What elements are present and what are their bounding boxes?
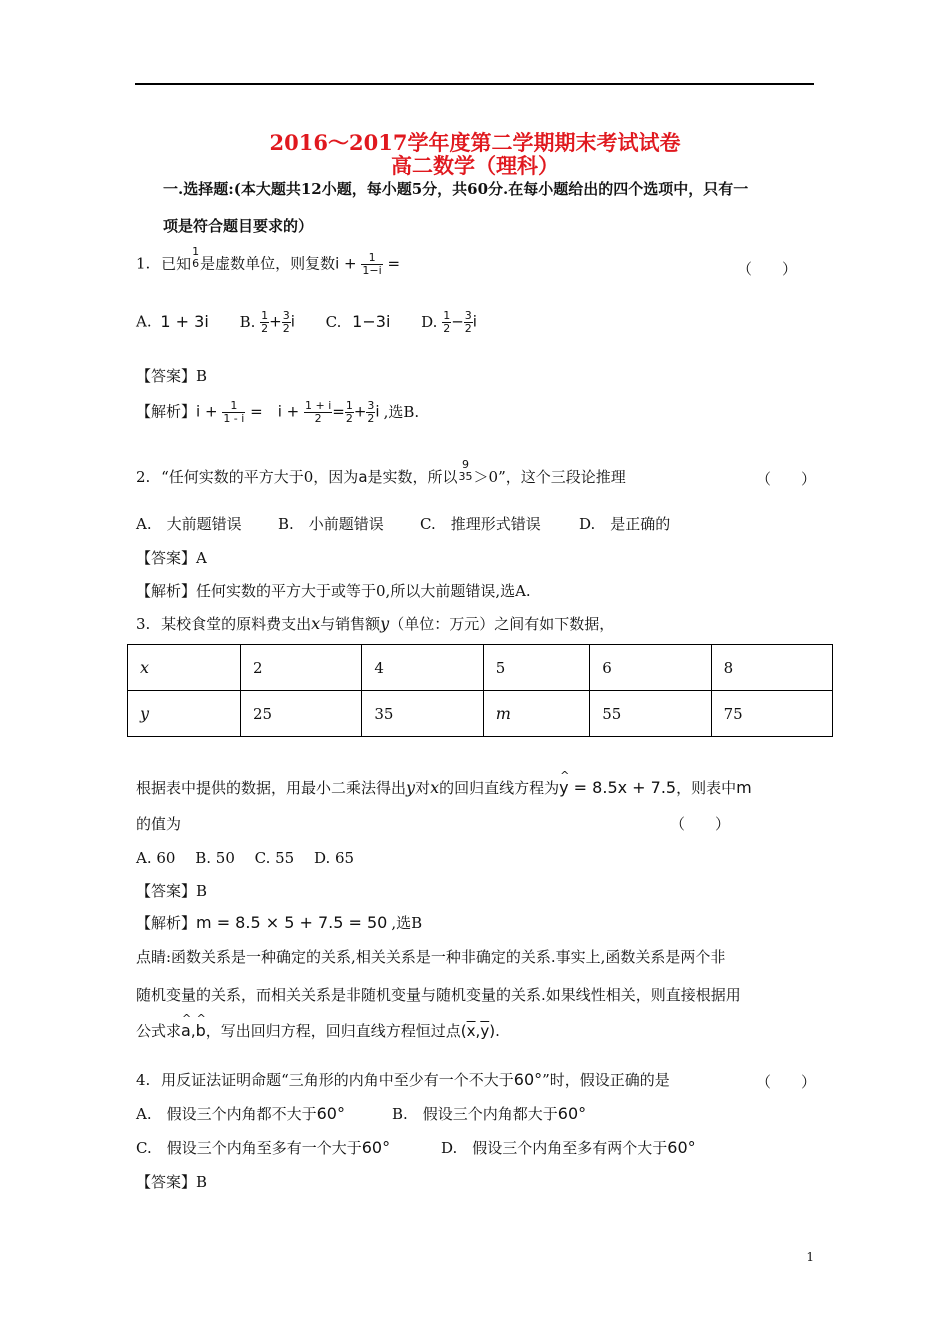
table-row: y 25 35 m 55 75: [128, 691, 833, 737]
q2-option-d: D. 是正确的: [579, 515, 671, 533]
fraction: 1 6: [192, 244, 200, 270]
page-subtitle: 高二数学（理科）: [391, 153, 559, 178]
q4-option-b: B. 假设三个内角都大于60°: [392, 1104, 587, 1123]
q4-option-c: C. 假设三个内角至多有一个大于60°: [136, 1138, 391, 1157]
q1-options: A. 1 + 3i B. $\frac{1}{2}$ + $\frac{3}{2}$ i C. 1−3i D. $\frac{1}{2}$ − $\frac{3}{2}$ i: [136, 309, 477, 335]
page-number: 1: [806, 1250, 814, 1264]
question-number: 4.: [136, 1071, 151, 1089]
q2-option-a: A. 大前题错误: [136, 515, 242, 533]
header-rule: [135, 83, 814, 85]
q3-options: A. 60 B. 50 C. 55 D. 65: [136, 849, 355, 867]
q2-option-c: C. 推理形式错误: [420, 515, 541, 533]
q4-option-a: A. 假设三个内角都不大于60°: [136, 1104, 345, 1123]
answer: 【答案】B: [136, 367, 208, 385]
q4-option-d: D. 假设三个内角至多有两个大于60°: [441, 1138, 696, 1157]
q3-text-cont: 的值为: [136, 815, 182, 833]
question-1: 1. 已知 1 6 是虚数单位，则复数i + $\frac{1}{1-i}$ =: [136, 244, 401, 277]
analysis: 【解析】m = 8.5 × 5 + 7.5 = 50 ,选B: [136, 913, 423, 932]
analysis: 【解析】i + $\frac{1}{1 - i}$ = i + $\frac{1 + i}{2}$ = $\frac{1}{2}$ + $\frac{3}{2}$ i ,选B.: [136, 399, 420, 425]
section-heading: 一.选择题:(本大题共12小题，每小题5分，共60分.在每小题给出的四个选项中，只有一: [163, 180, 749, 198]
answer-bracket: （ ）: [670, 815, 731, 833]
page-title: 2016～2017学年度第二学期期末考试试卷: [269, 130, 681, 155]
data-table: [127, 644, 833, 737]
analysis: 【解析】任何实数的平方大于或等于0,所以大前题错误,选A.: [136, 582, 531, 600]
question-number: 1.: [136, 254, 151, 273]
answer-bracket: （ ）: [737, 260, 798, 278]
fraction: $\frac{1}{1-i}$: [362, 251, 382, 277]
question-number: 2.: [136, 468, 151, 486]
q2-option-b: B. 小前题错误: [278, 515, 384, 533]
answer: 【答案】B: [136, 1173, 208, 1191]
question-2: 2. “任何实数的平方大于0，因为a是实数，所以 9 35 ＞0”，这个三段论推理: [136, 458, 626, 486]
question-4: 4. 用反证法证明命题“三角形的内角中至少有一个不大于60°”时，假设正确的是: [136, 1070, 670, 1089]
q3-text: 根据表中提供的数据，用最小二乘法得出y对x的回归直线方程为^ y = 8.5x + 7.5，则表中m: [136, 777, 752, 798]
question-3: 3. 某校食堂的原料费支出x与销售额y（单位：万元）之间有如下数据，: [136, 614, 615, 633]
section-heading-cont: 项是符合题目要求的）: [163, 217, 314, 235]
answer-bracket: （ ）: [756, 470, 817, 488]
note-line-1: 点睛:函数关系是一种确定的关系,相关关系是一种非确定的关系.事实上,函数关系是两个非: [136, 948, 726, 966]
note-line-2: 随机变量的关系，而相关关系是非随机变量与随机变量的关系.如果线性相关，则直接根据用: [136, 986, 741, 1004]
answer: 【答案】B: [136, 882, 208, 900]
answer: 【答案】A: [136, 549, 207, 567]
answer-bracket: （ ）: [756, 1073, 817, 1091]
question-number: 3.: [136, 615, 151, 633]
note-line-3: 公式求^ a,^ b，写出回归方程，回归直线方程恒过点$(\overline{x},\overline{y})$.: [136, 1020, 500, 1041]
table-row: x 2 4 5 6 8: [128, 645, 833, 691]
